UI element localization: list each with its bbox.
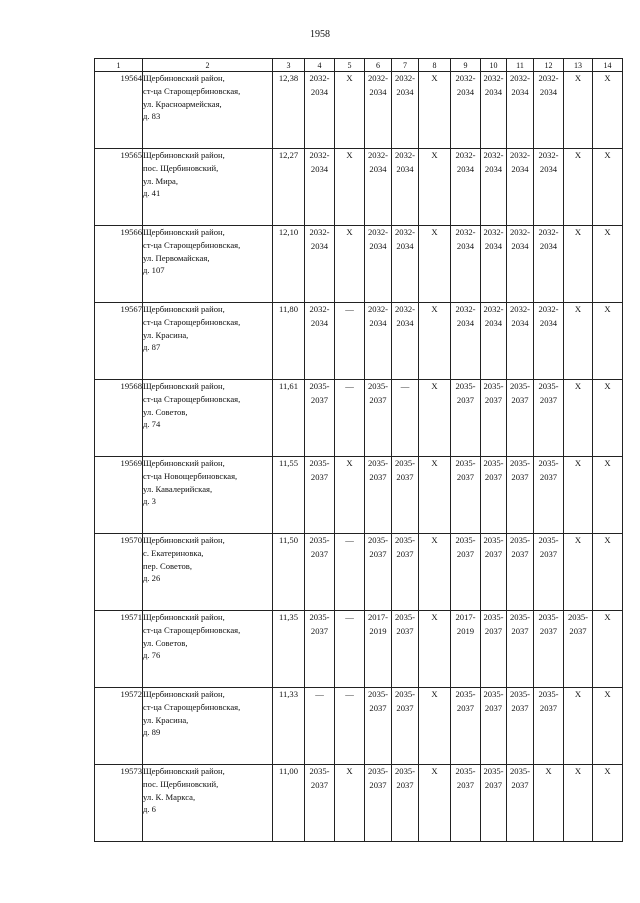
address-cell: Щербиновский район, ст-ца Старощербиновская, ул. Советов, д. 74 [143,380,273,457]
area-cell: 11,33 [273,688,305,765]
registry-table [94,58,623,842]
period-cell: 2035- 2037 [451,765,481,842]
period-cell: 2035- 2037 [392,611,419,688]
area-cell: 11,50 [273,534,305,611]
period-cell: Х [564,688,593,765]
header-row [95,59,623,72]
address-cell: Щербиновский район, пос. Щербиновский, ул. Мира, д. 41 [143,149,273,226]
mark-cell: Х [335,226,365,303]
period-cell: 2035- 2037 [507,688,534,765]
mark-cell: Х [419,72,451,149]
period-cell: 2032- 2034 [305,149,335,226]
period-cell: 2032- 2034 [507,226,534,303]
address-cell: Щербиновский район, ст-ца Новощербиновская, ул. Кавалерийская, д. 3 [143,457,273,534]
period-cell: 2035- 2037 [534,611,564,688]
period-cell: 2035- 2037 [305,534,335,611]
period-cell: Х [593,611,623,688]
record-number: 19571 [95,611,143,688]
mark-cell: Х [419,534,451,611]
mark-cell: Х [419,611,451,688]
period-cell: — [305,688,335,765]
period-cell: 2035- 2037 [507,457,534,534]
period-cell: Х [593,457,623,534]
period-cell: 2035- 2037 [534,457,564,534]
period-cell: Х [593,534,623,611]
period-cell: — [392,380,419,457]
period-cell: 2032- 2034 [481,72,507,149]
record-number: 19570 [95,534,143,611]
column-header: 13 [564,59,593,72]
period-cell: 2035- 2037 [365,765,392,842]
period-cell: 2035- 2037 [481,380,507,457]
period-cell: 2035- 2037 [481,457,507,534]
period-cell: 2017- 2019 [451,611,481,688]
period-cell: 2035- 2037 [481,611,507,688]
period-cell: 2035- 2037 [365,534,392,611]
period-cell: Х [593,149,623,226]
period-cell: Х [564,72,593,149]
period-cell: 2035- 2037 [392,688,419,765]
table-row [95,611,623,688]
mark-cell: Х [419,457,451,534]
column-header: 10 [481,59,507,72]
column-header: 11 [507,59,534,72]
mark-cell: — [335,611,365,688]
period-cell: Х [564,303,593,380]
period-cell: 2035- 2037 [507,534,534,611]
period-cell: 2032- 2034 [392,303,419,380]
period-cell: Х [564,149,593,226]
period-cell: 2032- 2034 [481,303,507,380]
address-cell: Щербиновский район, ст-ца Старощербиновская, ул. Красноармейская, д. 83 [143,72,273,149]
period-cell: Х [564,380,593,457]
table-row [95,534,623,611]
period-cell: 2035- 2037 [534,534,564,611]
period-cell: Х [593,765,623,842]
period-cell: 2032- 2034 [451,72,481,149]
column-header: 1 [95,59,143,72]
area-cell: 11,35 [273,611,305,688]
table-row [95,226,623,303]
period-cell: 2032- 2034 [365,303,392,380]
column-header: 12 [534,59,564,72]
table-row [95,380,623,457]
period-cell: Х [593,72,623,149]
mark-cell: Х [335,72,365,149]
period-cell: 2032- 2034 [534,303,564,380]
record-number: 19564 [95,72,143,149]
mark-cell: Х [335,149,365,226]
column-header: 8 [419,59,451,72]
period-cell: 2035- 2037 [507,765,534,842]
mark-cell: Х [419,149,451,226]
record-number: 19573 [95,765,143,842]
table-row [95,765,623,842]
period-cell: Х [593,380,623,457]
mark-cell: Х [335,457,365,534]
period-cell: 2032- 2034 [507,149,534,226]
column-header: 3 [273,59,305,72]
period-cell: 2032- 2034 [451,226,481,303]
period-cell: 2035- 2037 [392,765,419,842]
period-cell: 2035- 2037 [451,380,481,457]
period-cell: 2035- 2037 [534,688,564,765]
period-cell: 2035- 2037 [392,534,419,611]
period-cell: 2032- 2034 [534,149,564,226]
period-cell: Х [534,765,564,842]
area-cell: 12,10 [273,226,305,303]
period-cell: 2035- 2037 [365,380,392,457]
record-number: 19569 [95,457,143,534]
period-cell: 2032- 2034 [305,72,335,149]
column-header: 4 [305,59,335,72]
period-cell: 2035- 2037 [481,688,507,765]
period-cell: 2032- 2034 [507,303,534,380]
column-header: 5 [335,59,365,72]
period-cell: 2035- 2037 [451,457,481,534]
period-cell: Х [564,457,593,534]
mark-cell: — [335,688,365,765]
period-cell: 2032- 2034 [392,149,419,226]
address-cell: Щербиновский район, пос. Щербиновский, ул. К. Маркса, д. 6 [143,765,273,842]
period-cell: 2032- 2034 [451,149,481,226]
mark-cell: Х [419,765,451,842]
address-cell: Щербиновский район, ст-ца Старощербиновская, ул. Красина, д. 87 [143,303,273,380]
area-cell: 12,38 [273,72,305,149]
mark-cell: — [335,303,365,380]
address-cell: Щербиновский район, ст-ца Старощербиновская, ул. Советов, д. 76 [143,611,273,688]
period-cell: 2017- 2019 [365,611,392,688]
area-cell: 11,55 [273,457,305,534]
record-number: 19567 [95,303,143,380]
address-cell: Щербиновский район, ст-ца Старощербиновская, ул. Красина, д. 89 [143,688,273,765]
record-number: 19566 [95,226,143,303]
record-number: 19572 [95,688,143,765]
mark-cell: Х [419,226,451,303]
table-row [95,303,623,380]
period-cell: 2032- 2034 [451,303,481,380]
period-cell: 2032- 2034 [534,226,564,303]
period-cell: 2035- 2037 [305,457,335,534]
period-cell: 2035- 2037 [564,611,593,688]
period-cell: 2035- 2037 [365,688,392,765]
period-cell: 2035- 2037 [481,534,507,611]
area-cell: 11,00 [273,765,305,842]
period-cell: 2035- 2037 [305,765,335,842]
period-cell: 2032- 2034 [365,72,392,149]
period-cell: 2032- 2034 [365,149,392,226]
mark-cell: Х [419,380,451,457]
mark-cell: Х [419,688,451,765]
period-cell: 2032- 2034 [507,72,534,149]
period-cell: Х [564,226,593,303]
period-cell: 2032- 2034 [534,72,564,149]
area-cell: 12,27 [273,149,305,226]
period-cell: 2035- 2037 [481,765,507,842]
period-cell: 2035- 2037 [451,688,481,765]
period-cell: 2032- 2034 [481,149,507,226]
table-row [95,72,623,149]
period-cell: 2032- 2034 [392,226,419,303]
period-cell: 2032- 2034 [305,226,335,303]
period-cell: Х [593,226,623,303]
period-cell: Х [564,534,593,611]
period-cell: 2032- 2034 [481,226,507,303]
table-row [95,457,623,534]
table-row [95,149,623,226]
column-header: 2 [143,59,273,72]
record-number: 19568 [95,380,143,457]
period-cell: 2035- 2037 [507,611,534,688]
period-cell: 2035- 2037 [507,380,534,457]
period-cell: Х [593,688,623,765]
page-number: 1958 [310,29,330,40]
address-cell: Щербиновский район, ст-ца Старощербиновская, ул. Первомайская, д. 107 [143,226,273,303]
table-row [95,688,623,765]
area-cell: 11,61 [273,380,305,457]
column-header: 9 [451,59,481,72]
period-cell: 2032- 2034 [305,303,335,380]
record-number: 19565 [95,149,143,226]
column-header: 6 [365,59,392,72]
period-cell: 2032- 2034 [392,72,419,149]
column-header: 7 [392,59,419,72]
mark-cell: Х [419,303,451,380]
period-cell: 2035- 2037 [451,534,481,611]
period-cell: Х [593,303,623,380]
period-cell: 2035- 2037 [365,457,392,534]
mark-cell: — [335,534,365,611]
column-header: 14 [593,59,623,72]
period-cell: 2035- 2037 [392,457,419,534]
period-cell: 2035- 2037 [534,380,564,457]
period-cell: 2032- 2034 [365,226,392,303]
area-cell: 11,80 [273,303,305,380]
mark-cell: Х [335,765,365,842]
period-cell: 2035- 2037 [305,611,335,688]
address-cell: Щербиновский район, с. Екатериновка, пер. Советов, д. 26 [143,534,273,611]
period-cell: Х [564,765,593,842]
mark-cell: — [335,380,365,457]
period-cell: 2035- 2037 [305,380,335,457]
